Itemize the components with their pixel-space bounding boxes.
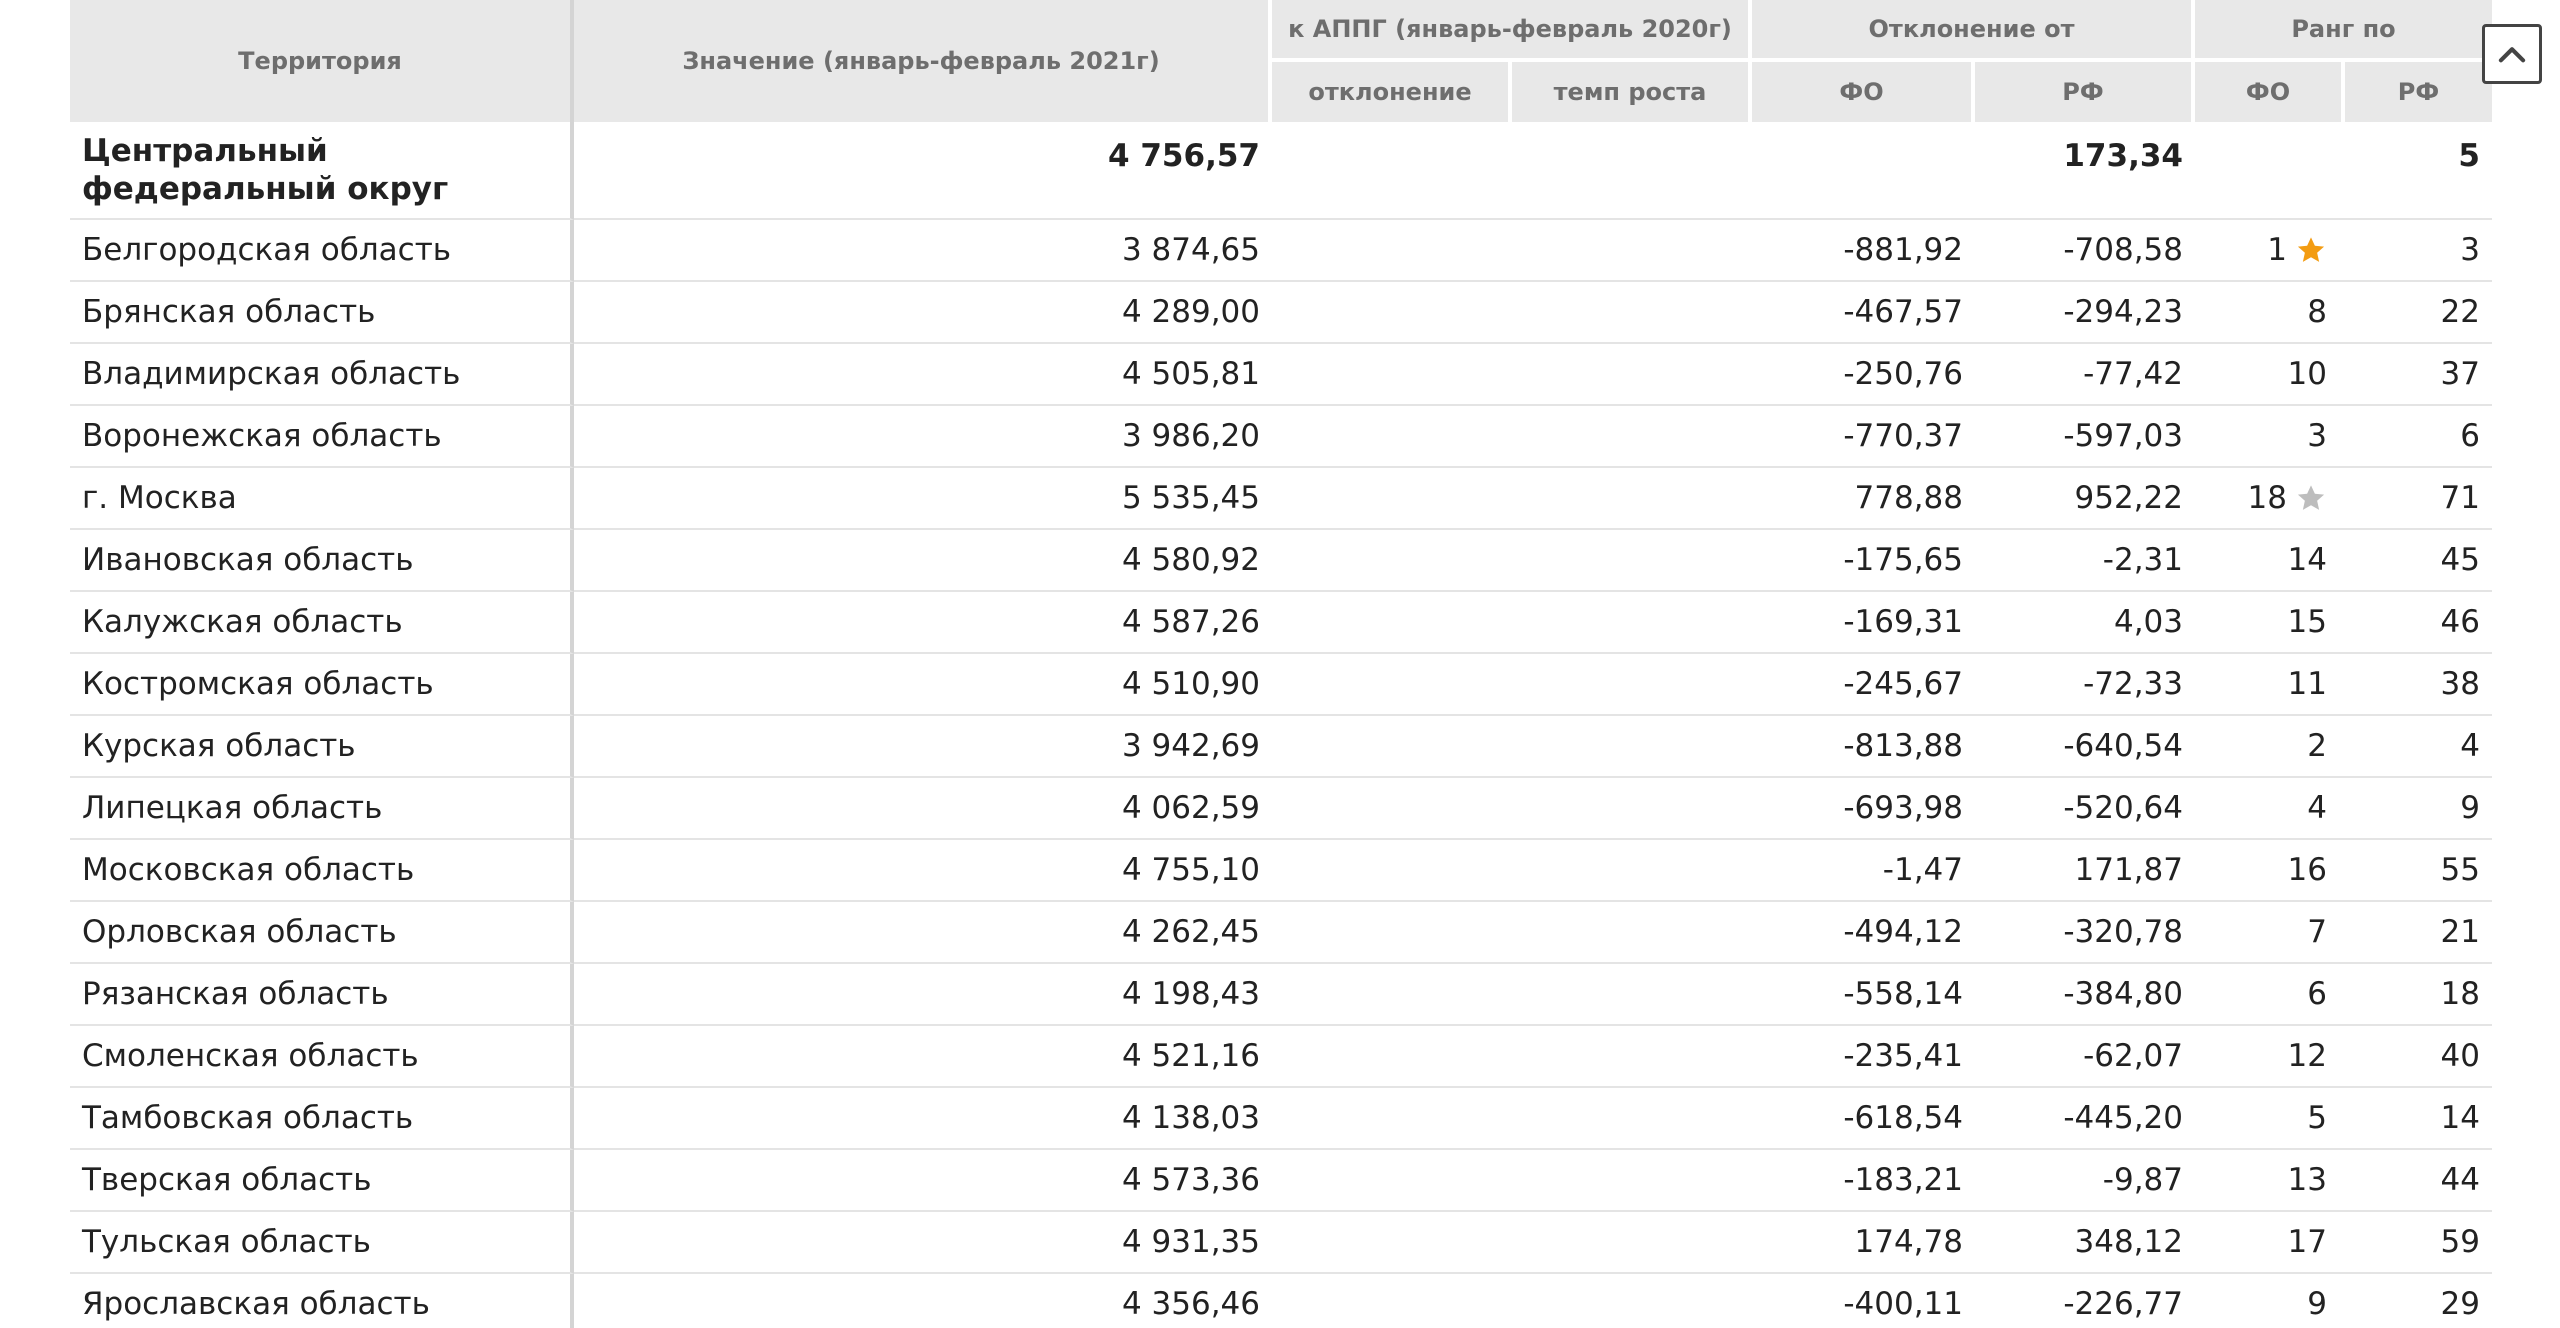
column-header-appg-deviation[interactable]: отклонение [1272,62,1512,122]
cell-rank-fo [2195,406,2345,468]
cell-deviation-fo-text: -1,47 [1882,852,1963,888]
cell-deviation-rf [1975,282,2195,344]
cell-deviation-rf [1975,220,2195,282]
cell-rank-fo-text: 3 [2307,418,2327,454]
cell-appg-growth [1512,654,1752,716]
cell-rank-rf-text: 59 [2440,1224,2480,1260]
cell-rank-rf-text: 55 [2440,852,2480,888]
cell-rank-fo [2195,840,2345,902]
cell-rank-fo [2195,778,2345,840]
summary-deviation-fo [1752,122,1975,220]
cell-appg-growth [1512,1026,1752,1088]
cell-value [574,1088,1272,1150]
cell-deviation-fo [1752,468,1975,530]
cell-rank-rf-text: 38 [2440,666,2480,702]
cell-value-text: 4 521,16 [1121,1038,1260,1074]
cell-appg-deviation [1272,530,1512,592]
cell-appg-growth [1512,902,1752,964]
cell-rank-rf [2345,778,2492,840]
cell-deviation-rf-text: -445,20 [2063,1100,2183,1136]
cell-rank-rf [2345,1150,2492,1212]
cell-deviation-fo [1752,964,1975,1026]
cell-territory-text: Калужская область [82,604,403,640]
cell-appg-deviation [1272,654,1512,716]
cell-deviation-rf [1975,1274,2195,1328]
cell-deviation-rf-text: -597,03 [2063,418,2183,454]
cell-rank-rf-text: 46 [2440,604,2480,640]
cell-deviation-fo-text: -183,21 [1843,1162,1963,1198]
cell-territory [70,1088,574,1150]
cell-deviation-rf-text: 952,22 [2074,480,2183,516]
cell-rank-rf [2345,1088,2492,1150]
cell-territory [70,406,574,468]
cell-rank-fo-text: 10 [2287,356,2327,392]
cell-appg-deviation [1272,840,1512,902]
cell-territory [70,1150,574,1212]
cell-deviation-fo [1752,1212,1975,1274]
cell-territory [70,1026,574,1088]
cell-value [574,1150,1272,1212]
cell-rank-fo-text: 14 [2287,542,2327,578]
cell-rank-rf [2345,282,2492,344]
cell-rank-rf [2345,840,2492,902]
cell-deviation-rf-text: -384,80 [2063,976,2183,1012]
cell-value [574,1274,1272,1328]
cell-rank-fo-text: 5 [2307,1100,2327,1136]
cell-rank-fo-text: 8 [2307,294,2327,330]
summary-rank-rf: 5 [2345,122,2492,220]
cell-deviation-fo-text: -618,54 [1843,1100,1963,1136]
cell-deviation-fo-text: -881,92 [1843,232,1963,268]
cell-value-text: 3 986,20 [1121,418,1260,454]
cell-rank-fo [2195,220,2345,282]
column-header-territory[interactable]: Территория [70,0,574,122]
cell-rank-fo [2195,1274,2345,1328]
cell-deviation-rf [1975,1150,2195,1212]
cell-value [574,1212,1272,1274]
cell-value [574,778,1272,840]
cell-deviation-fo [1752,1088,1975,1150]
cell-territory-text: Тульская область [82,1224,371,1260]
cell-rank-rf-text: 44 [2440,1162,2480,1198]
cell-rank-fo-text: 11 [2287,666,2327,702]
cell-rank-fo [2195,1088,2345,1150]
cell-deviation-rf [1975,964,2195,1026]
cell-rank-fo [2195,592,2345,654]
cell-rank-rf-text: 22 [2440,294,2480,330]
summary-value: 4 756,57 [574,122,1272,220]
cell-deviation-rf-text: -294,23 [2063,294,2183,330]
cell-rank-rf [2345,1026,2492,1088]
cell-deviation-fo-text: -250,76 [1843,356,1963,392]
cell-deviation-rf [1975,654,2195,716]
cell-value-text: 4 289,00 [1121,294,1260,330]
cell-territory [70,282,574,344]
cell-territory-text: Ивановская область [82,542,414,578]
cell-rank-rf-text: 6 [2460,418,2480,454]
cell-rank-rf-text: 21 [2440,914,2480,950]
cell-territory-text: Белгородская область [82,232,452,268]
cell-rank-rf [2345,344,2492,406]
cell-deviation-rf-text: -520,64 [2063,790,2183,826]
cell-rank-fo-text: 9 [2307,1286,2327,1322]
cell-territory [70,1212,574,1274]
cell-appg-growth [1512,1212,1752,1274]
cell-deviation-rf [1975,592,2195,654]
cell-deviation-rf [1975,468,2195,530]
cell-rank-rf [2345,1212,2492,1274]
cell-value-text: 5 535,45 [1121,480,1260,516]
cell-rank-rf [2345,406,2492,468]
cell-territory-text: Воронежская область [82,418,442,454]
cell-value [574,840,1272,902]
cell-territory-text: Брянская область [82,294,376,330]
cell-appg-deviation [1272,1274,1512,1328]
cell-territory-text: Рязанская область [82,976,389,1012]
cell-deviation-fo [1752,406,1975,468]
cell-rank-fo-text: 2 [2307,728,2327,764]
cell-deviation-rf-text: -77,42 [2083,356,2183,392]
cell-rank-rf [2345,902,2492,964]
cell-rank-fo [2195,1026,2345,1088]
cell-appg-deviation [1272,1026,1512,1088]
cell-rank-fo-text: 15 [2287,604,2327,640]
column-header-deviation-rf[interactable]: РФ [1975,62,2195,122]
cell-appg-growth [1512,840,1752,902]
cell-deviation-rf-text: -9,87 [2102,1162,2183,1198]
cell-value [574,1026,1272,1088]
cell-rank-fo [2195,716,2345,778]
column-header-rank-fo[interactable]: ФО [2195,62,2345,122]
cell-territory [70,592,574,654]
cell-deviation-rf-text: 171,87 [2074,852,2183,888]
cell-territory-text: Орловская область [82,914,397,950]
cell-deviation-fo [1752,344,1975,406]
cell-territory [70,964,574,1026]
cell-rank-rf-text: 9 [2460,790,2480,826]
cell-value-text: 4 062,59 [1121,790,1260,826]
chevron-up-icon [2493,35,2531,73]
cell-territory-text: Курская область [82,728,356,764]
cell-deviation-rf-text: 4,03 [2113,604,2183,640]
star-icon [2295,482,2327,514]
cell-appg-growth [1512,530,1752,592]
cell-rank-fo [2195,654,2345,716]
cell-deviation-rf-text: 348,12 [2074,1224,2183,1260]
cell-deviation-fo-text: -494,12 [1843,914,1963,950]
column-header-rank-rf[interactable]: РФ [2345,62,2492,122]
cell-deviation-fo [1752,220,1975,282]
cell-deviation-fo [1752,530,1975,592]
cell-value-text: 4 262,45 [1121,914,1260,950]
cell-appg-deviation [1272,902,1512,964]
cell-deviation-fo [1752,716,1975,778]
cell-rank-fo [2195,964,2345,1026]
cell-appg-deviation [1272,1150,1512,1212]
cell-territory [70,1274,574,1328]
cell-rank-rf [2345,468,2492,530]
cell-value-text: 4 580,92 [1121,542,1260,578]
cell-territory [70,468,574,530]
column-header-appg-growth[interactable]: темп роста [1512,62,1752,122]
cell-appg-growth [1512,468,1752,530]
cell-deviation-rf [1975,530,2195,592]
cell-deviation-fo-text: -813,88 [1843,728,1963,764]
column-header-deviation-fo[interactable]: ФО [1752,62,1975,122]
cell-deviation-rf [1975,1026,2195,1088]
scroll-to-top-button[interactable] [2482,24,2542,84]
cell-value [574,964,1272,1026]
cell-territory-text: Тамбовская область [82,1100,414,1136]
cell-value-text: 4 510,90 [1121,666,1260,702]
cell-territory-text: Смоленская область [82,1038,419,1074]
cell-territory [70,220,574,282]
cell-rank-fo-text: 13 [2287,1162,2327,1198]
cell-deviation-rf-text: -2,31 [2102,542,2183,578]
cell-deviation-rf [1975,344,2195,406]
cell-appg-growth [1512,1150,1752,1212]
cell-rank-fo-text: 6 [2307,976,2327,1012]
cell-deviation-fo-text: -693,98 [1843,790,1963,826]
cell-appg-growth [1512,406,1752,468]
cell-deviation-fo [1752,1274,1975,1328]
cell-territory-text: Ярославская область [82,1286,430,1322]
cell-territory-text: Липецкая область [82,790,383,826]
cell-deviation-fo-text: -770,37 [1843,418,1963,454]
cell-rank-rf-text: 14 [2440,1100,2480,1136]
cell-value [574,468,1272,530]
cell-deviation-rf [1975,1088,2195,1150]
cell-value-text: 4 505,81 [1121,356,1260,392]
cell-value [574,654,1272,716]
cell-value-text: 3 874,65 [1121,232,1260,268]
cell-rank-fo-text: 7 [2307,914,2327,950]
cell-deviation-fo [1752,282,1975,344]
cell-value-text: 4 138,03 [1121,1100,1260,1136]
cell-appg-deviation [1272,964,1512,1026]
cell-appg-growth [1512,964,1752,1026]
cell-rank-fo-text: 4 [2307,790,2327,826]
cell-value [574,220,1272,282]
cell-value [574,902,1272,964]
cell-appg-growth [1512,344,1752,406]
cell-deviation-rf [1975,1212,2195,1274]
cell-appg-growth [1512,220,1752,282]
cell-value [574,344,1272,406]
cell-value [574,530,1272,592]
cell-value-text: 4 755,10 [1121,852,1260,888]
cell-appg-deviation [1272,220,1512,282]
cell-rank-rf-text: 37 [2440,356,2480,392]
data-table [70,0,2492,1328]
cell-deviation-fo-text: -235,41 [1843,1038,1963,1074]
cell-rank-rf-text: 4 [2460,728,2480,764]
cell-deviation-rf [1975,716,2195,778]
cell-rank-fo [2195,530,2345,592]
cell-deviation-fo [1752,840,1975,902]
cell-deviation-fo [1752,592,1975,654]
column-group-appg: к АППГ (январь-февраль 2020г) [1272,0,1752,62]
cell-rank-rf [2345,592,2492,654]
cell-territory [70,902,574,964]
cell-deviation-fo [1752,1026,1975,1088]
cell-deviation-fo-text: -175,65 [1843,542,1963,578]
cell-territory-text: Московская область [82,852,415,888]
cell-appg-growth [1512,716,1752,778]
cell-deviation-fo [1752,1150,1975,1212]
cell-deviation-rf-text: -62,07 [2083,1038,2183,1074]
cell-deviation-fo-text: 174,78 [1854,1224,1963,1260]
cell-rank-rf-text: 3 [2460,232,2480,268]
cell-deviation-rf-text: -320,78 [2063,914,2183,950]
cell-rank-fo-text: 1 [2267,232,2287,268]
cell-appg-deviation [1272,406,1512,468]
cell-appg-deviation [1272,1212,1512,1274]
cell-rank-rf [2345,530,2492,592]
cell-rank-rf-text: 45 [2440,542,2480,578]
cell-value [574,282,1272,344]
cell-appg-deviation [1272,468,1512,530]
cell-value [574,716,1272,778]
cell-rank-rf [2345,654,2492,716]
cell-rank-fo [2195,1150,2345,1212]
cell-deviation-rf [1975,840,2195,902]
cell-rank-fo [2195,282,2345,344]
cell-territory-text: г. Москва [82,480,237,516]
cell-rank-rf [2345,1274,2492,1328]
column-group-deviation: Отклонение от [1752,0,2195,62]
cell-deviation-fo [1752,902,1975,964]
cell-deviation-fo-text: -245,67 [1843,666,1963,702]
cell-deviation-fo-text: -169,31 [1843,604,1963,640]
cell-rank-rf-text: 29 [2440,1286,2480,1322]
cell-territory-text: Тверская область [82,1162,372,1198]
cell-territory [70,530,574,592]
cell-rank-fo-text: 18 [2247,480,2287,516]
cell-value-text: 4 573,36 [1121,1162,1260,1198]
cell-deviation-rf-text: -640,54 [2063,728,2183,764]
cell-value-text: 4 198,43 [1121,976,1260,1012]
cell-territory [70,840,574,902]
cell-rank-fo-text: 16 [2287,852,2327,888]
cell-rank-rf [2345,716,2492,778]
cell-territory-text: Владимирская область [82,356,461,392]
cell-appg-growth [1512,778,1752,840]
cell-rank-rf [2345,964,2492,1026]
cell-appg-deviation [1272,282,1512,344]
cell-deviation-rf-text: -72,33 [2083,666,2183,702]
cell-appg-deviation [1272,592,1512,654]
cell-territory [70,654,574,716]
column-header-value[interactable]: Значение (январь-февраль 2021г) [574,0,1272,122]
summary-territory: Центральный федеральный округ [70,122,574,220]
cell-rank-fo [2195,1212,2345,1274]
cell-deviation-fo-text: 778,88 [1854,480,1963,516]
cell-rank-fo-text: 12 [2287,1038,2327,1074]
cell-deviation-fo [1752,778,1975,840]
cell-deviation-fo-text: -558,14 [1843,976,1963,1012]
cell-value-text: 4 587,26 [1121,604,1260,640]
cell-deviation-fo-text: -400,11 [1843,1286,1963,1322]
cell-appg-growth [1512,1274,1752,1328]
cell-appg-growth [1512,1088,1752,1150]
cell-deviation-rf [1975,778,2195,840]
cell-rank-fo-text: 17 [2287,1224,2327,1260]
cell-territory-text: Костромская область [82,666,434,702]
cell-value [574,592,1272,654]
column-group-rank: Ранг по [2195,0,2492,62]
cell-rank-rf-text: 18 [2440,976,2480,1012]
cell-value-text: 4 931,35 [1121,1224,1260,1260]
cell-value-text: 3 942,69 [1121,728,1260,764]
star-icon [2295,234,2327,266]
cell-deviation-rf-text: -226,77 [2063,1286,2183,1322]
cell-rank-rf-text: 71 [2440,480,2480,516]
summary-deviation-rf: 173,34 [1975,122,2195,220]
summary-rank-fo [2195,122,2345,220]
cell-appg-deviation [1272,344,1512,406]
cell-rank-rf-text: 40 [2440,1038,2480,1074]
cell-deviation-fo [1752,654,1975,716]
cell-appg-growth [1512,282,1752,344]
cell-deviation-rf-text: -708,58 [2063,232,2183,268]
cell-appg-deviation [1272,1088,1512,1150]
cell-rank-fo [2195,344,2345,406]
cell-value-text: 4 356,46 [1121,1286,1260,1322]
cell-appg-growth [1512,592,1752,654]
cell-territory [70,716,574,778]
cell-deviation-rf [1975,902,2195,964]
cell-deviation-rf [1975,406,2195,468]
cell-deviation-fo-text: -467,57 [1843,294,1963,330]
cell-appg-deviation [1272,778,1512,840]
summary-appg-deviation [1272,122,1512,220]
cell-rank-rf [2345,220,2492,282]
cell-rank-fo [2195,902,2345,964]
cell-rank-fo [2195,468,2345,530]
summary-appg-growth [1512,122,1752,220]
cell-territory [70,778,574,840]
cell-territory [70,344,574,406]
cell-value [574,406,1272,468]
cell-appg-deviation [1272,716,1512,778]
